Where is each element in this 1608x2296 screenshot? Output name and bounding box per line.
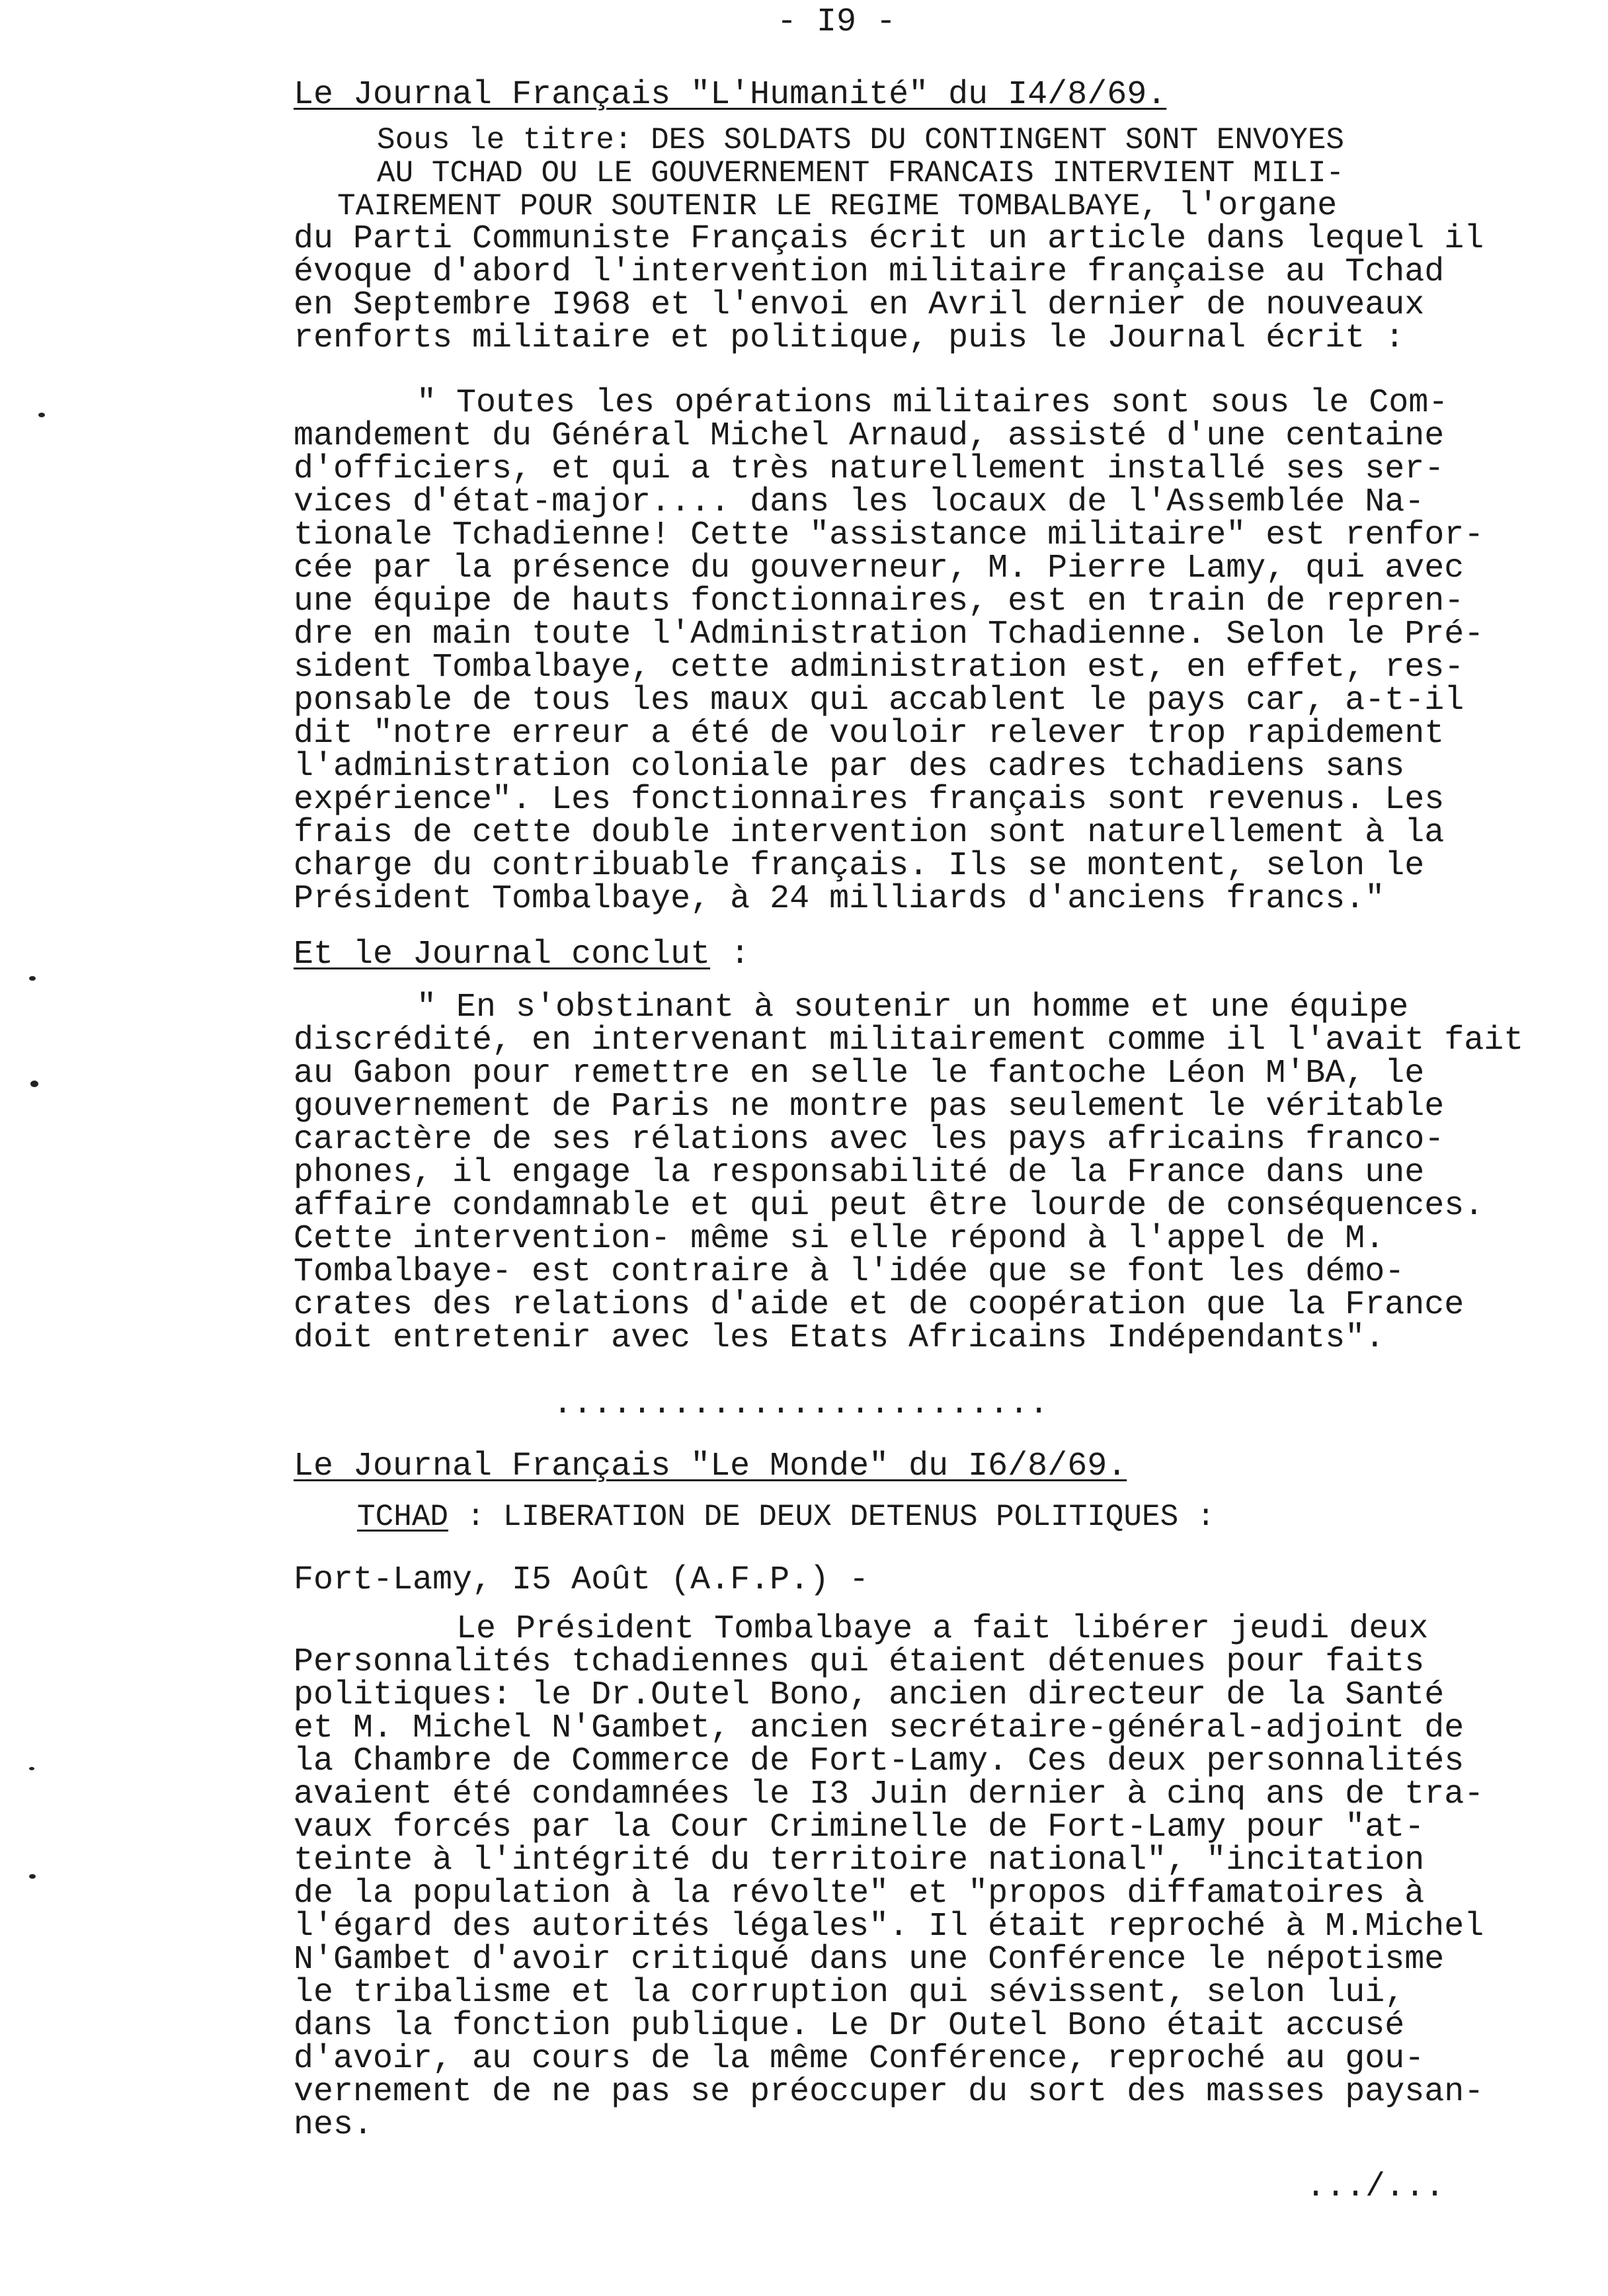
article2-body-line: vaux forcés par la Cour Criminelle de Fort-Lamy pour "at- (294, 1809, 1425, 1846)
article1-title-text: TAIREMENT POUR SOUTENIR LE REGIME TOMBALBAYE, (337, 189, 1159, 224)
quote2-line: " En s'obstinant à soutenir un homme et une équipe (417, 989, 1409, 1026)
conclusion-heading-text: Et le Journal conclut (294, 936, 711, 973)
punch-hole-mark (38, 413, 45, 417)
article2-dateline: Fort-Lamy, I5 Août (A.F.P.) - (294, 1561, 869, 1599)
quote2-line: au Gabon pour remettre en selle le fantoche Léon M'BA, le (294, 1055, 1425, 1092)
article1-intro-line: renforts militaire et politique, puis le Journal écrit : (294, 319, 1405, 357)
quote1-line: " Toutes les opérations militaires sont sous le Com- (417, 384, 1449, 422)
punch-hole-mark (29, 1767, 34, 1770)
article2-subtitle-label: TCHAD (357, 1500, 449, 1534)
article2-heading: Le Journal Français "Le Monde" du I6/8/69. (294, 1448, 1127, 1485)
page-number: - I9 - (777, 3, 897, 41)
quote2-line: caractère de ses rélations avec les pays africains franco- (294, 1121, 1445, 1159)
article2-body-line: la Chambre de Commerce de Fort-Lamy. Ces deux personnalités (294, 1742, 1465, 1780)
article2-body-line: avaient été condamnées le I3 Juin dernier à cinq ans de tra- (294, 1776, 1484, 1813)
article2-body-line: d'avoir, au cours de la même Conférence, reproché au gou- (294, 2040, 1425, 2078)
quote1-line: d'officiers, et qui a très naturellement installé ses ser- (294, 450, 1445, 488)
article1-title-line: AU TCHAD OU LE GOUVERNEMENT FRANCAIS INTERVIENT MILI- (377, 156, 1345, 190)
quote1-line: ponsable de tous les maux qui accablent le pays car, a-t-il (294, 682, 1465, 719)
article2-body-line: nes. (294, 2106, 374, 2144)
article2-body-line: Le Président Tombalbaye a fait libérer jeudi deux (456, 1610, 1429, 1648)
conclusion-heading (294, 938, 750, 972)
quote2-line: affaire condamnable et qui peut être lourde de conséquences. (294, 1187, 1484, 1225)
article2-subtitle (357, 1500, 1215, 1534)
quote1-line: vices d'état-major.... dans les locaux de l'Assemblée Na- (294, 483, 1425, 521)
article2-body-line: le tribalisme et la corruption qui sévissent, selon lui, (294, 1974, 1405, 2012)
article2-body-line: politiques: le Dr.Outel Bono, ancien directeur de la Santé (294, 1676, 1445, 1714)
punch-hole-mark (29, 1874, 36, 1879)
section-separator: ......................... (553, 1385, 1049, 1423)
article2-body-line: Personnalités tchadiennes qui étaient détenues pour faits (294, 1643, 1425, 1681)
article2-body-line: l'égard des autorités légales". Il était reproché à M.Michel (294, 1908, 1484, 1946)
quote1-line: tionale Tchadienne! Cette "assistance militaire" est renfor- (294, 516, 1484, 554)
quote1-line: cée par la présence du gouverneur, M. Pierre Lamy, qui avec (294, 550, 1465, 587)
article2-body-line: vernement de ne pas se préoccuper du sort des masses paysan- (294, 2073, 1484, 2111)
quote2-line: Tombalbaye- est contraire à l'idée que se font les démo- (294, 1253, 1405, 1291)
article1-intro-line: du Parti Communiste Français écrit un article dans lequel il (294, 220, 1484, 258)
punch-hole-mark (30, 1081, 38, 1087)
quote2-line: phones, il engage la responsabilité de la France dans une (294, 1154, 1425, 1192)
quote1-line: charge du contribuable français. Ils se montent, selon le (294, 847, 1425, 885)
article1-intro-line: évoque d'abord l'intervention militaire française au Tchad (294, 253, 1445, 291)
article1-intro-line: en Septembre I968 et l'envoi en Avril dernier de nouveaux (294, 286, 1425, 324)
article1-title-tail: l'organe (1158, 187, 1338, 225)
quote2-line: crates des relations d'aide et de coopération que la France (294, 1286, 1465, 1324)
quote1-line: sident Tombalbaye, cette administration est, en effet, res- (294, 649, 1465, 686)
quote1-line: une équipe de hauts fonctionnaires, est en train de repren- (294, 583, 1465, 620)
quote1-line: dit "notre erreur a été de vouloir relever trop rapidement (294, 715, 1445, 753)
continuation-mark: .../... (1306, 2168, 1445, 2206)
article1-title-line: Sous le titre: DES SOLDATS DU CONTINGENT SONT ENVOYES (377, 123, 1345, 157)
quote2-line: gouvernement de Paris ne montre pas seulement le véritable (294, 1088, 1445, 1126)
quote1-line: dre en main toute l'Administration Tchadienne. Selon le Pré- (294, 616, 1484, 653)
quote2-line: Cette intervention- même si elle répond à l'appel de M. (294, 1220, 1385, 1258)
article2-body-line: teinte à l'intégrité du territoire national", "incitation (294, 1842, 1425, 1879)
quote1-line: Président Tombalbaye, à 24 milliards d'anciens francs." (294, 880, 1385, 918)
quote1-line: mandement du Général Michel Arnaud, assisté d'une centaine (294, 417, 1445, 455)
punch-hole-mark (29, 976, 36, 981)
article2-body-line: et M. Michel N'Gambet, ancien secrétaire-général-adjoint de (294, 1709, 1465, 1747)
quote2-line: discrédité, en intervenant militairement comme il l'avait fait (294, 1022, 1524, 1059)
quote1-line: expérience". Les fonctionnaires français sont revenus. Les (294, 781, 1445, 819)
quote1-line: frais de cette double intervention sont naturellement à la (294, 814, 1445, 852)
article2-body-line: de la population à la révolte" et "propos diffamatoires à (294, 1875, 1425, 1912)
conclusion-colon: : (710, 936, 750, 973)
article2-subtitle-text: : LIBERATION DE DEUX DETENUS POLITIQUES : (448, 1500, 1215, 1534)
quote1-line: l'administration coloniale par des cadres tchadiens sans (294, 748, 1405, 786)
article2-body-line: N'Gambet d'avoir critiqué dans une Conférence le népotisme (294, 1941, 1445, 1979)
quote2-line: doit entretenir avec les Etats Africains Indépendants". (294, 1319, 1385, 1357)
article1-title-line-final (337, 189, 1337, 224)
article2-body-line: dans la fonction publique. Le Dr Outel Bono était accusé (294, 2007, 1405, 2045)
article1-heading: Le Journal Français "L'Humanité" du I4/8/69. (294, 76, 1167, 114)
